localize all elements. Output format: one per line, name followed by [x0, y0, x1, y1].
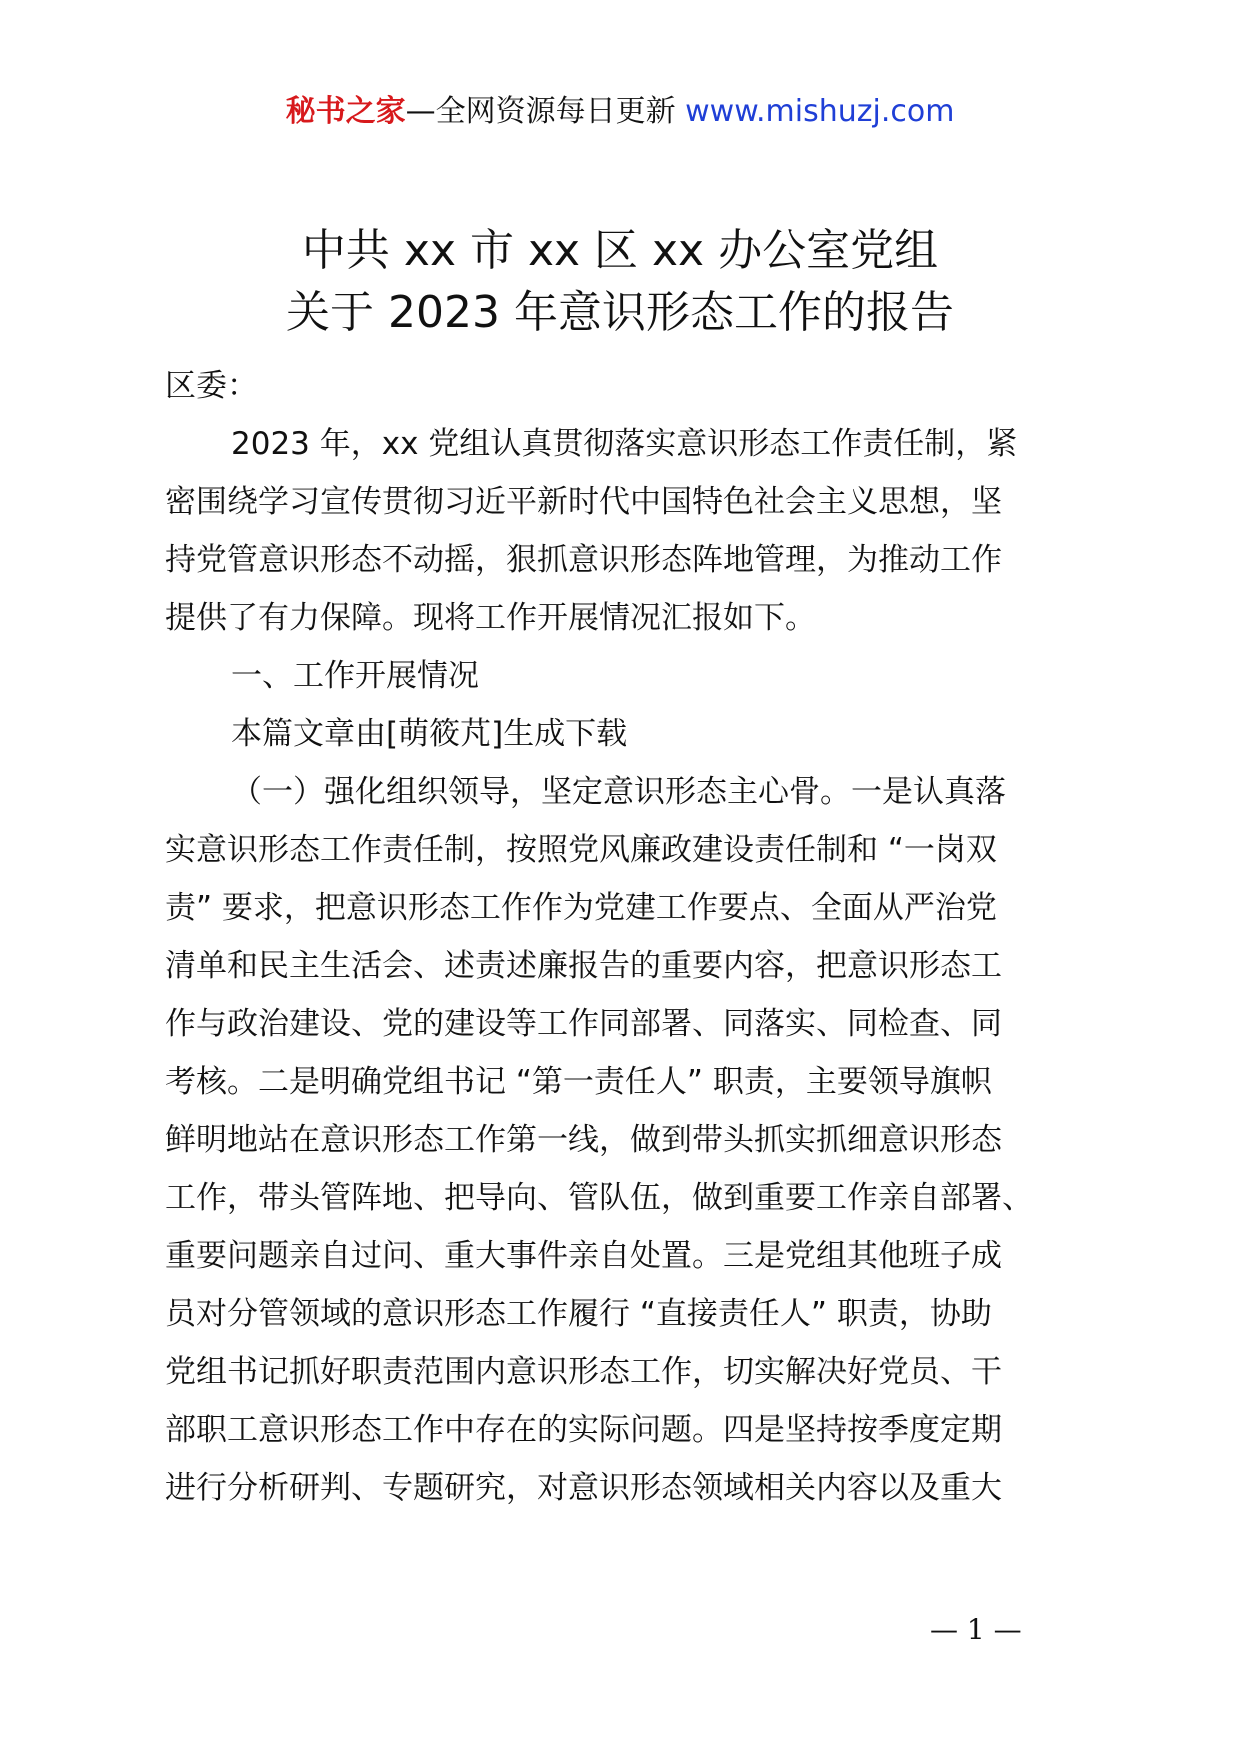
body-line: 实意识形态工作责任制，按照党风廉政建设责任制和 “一岗双: [165, 832, 997, 868]
document-title: [0, 220, 1240, 344]
body-line: 清单和民主生活会、述责述廉报告的重要内容，把意识形态工: [165, 948, 1002, 984]
brand-name: 秘书之家: [285, 94, 406, 129]
body-line: 党组书记抓好职责范围内意识形态工作，切实解决好党员、干: [165, 1354, 1002, 1390]
body-line: （一）强化组织领导，坚定意识形态主心骨。一是认真落: [231, 774, 1006, 810]
body-line: 进行分析研判、专题研究，对意识形态领域相关内容以及重大: [165, 1470, 1002, 1506]
page-number: — 1 —: [930, 1613, 1022, 1646]
body-line: 工作，带头管阵地、把导向、管队伍，做到重要工作亲自部署、: [165, 1180, 1033, 1216]
document-body: [165, 357, 1090, 1517]
site-url-link[interactable]: www.mishuzj.com: [685, 94, 955, 129]
section-heading: 一、工作开展情况: [231, 658, 479, 694]
title-line-2: 关于 2023 年意识形态工作的报告: [286, 287, 954, 338]
header-banner: [0, 92, 1240, 132]
body-line: 作与政治建设、党的建设等工作同部署、同落实、同检查、同: [165, 1006, 1002, 1042]
body-line: 员对分管领域的意识形态工作履行 “直接责任人” 职责，协助: [165, 1296, 992, 1332]
body-line: 密围绕学习宣传贯彻习近平新时代中国特色社会主义思想，坚: [165, 484, 1002, 520]
body-line: 提供了有力保障。现将工作开展情况汇报如下。: [165, 600, 816, 636]
body-line: 部职工意识形态工作中存在的实际问题。四是坚持按季度定期: [165, 1412, 1002, 1448]
body-line: 鲜明地站在意识形态工作第一线，做到带头抓实抓细意识形态: [165, 1122, 1002, 1158]
body-line: 重要问题亲自过问、重大事件亲自处置。三是党组其他班子成: [165, 1238, 1002, 1274]
body-line: 2023 年，xx 党组认真贯彻落实意识形态工作责任制，紧: [231, 426, 1018, 462]
header-tagline: —全网资源每日更新: [405, 94, 686, 129]
salutation: 区委：: [165, 368, 258, 404]
body-line: 持党管意识形态不动摇，狠抓意识形态阵地管理，为推动工作: [165, 542, 1002, 578]
title-line-1: 中共 xx 市 xx 区 xx 办公室党组: [301, 225, 939, 276]
body-line: 考核。二是明确党组书记 “第一责任人” 职责，主要领导旗帜: [165, 1064, 992, 1100]
body-line: 本篇文章由[萌筱芃]生成下载: [231, 716, 628, 752]
body-line: 责” 要求，把意识形态工作作为党建工作要点、全面从严治党: [165, 890, 997, 926]
